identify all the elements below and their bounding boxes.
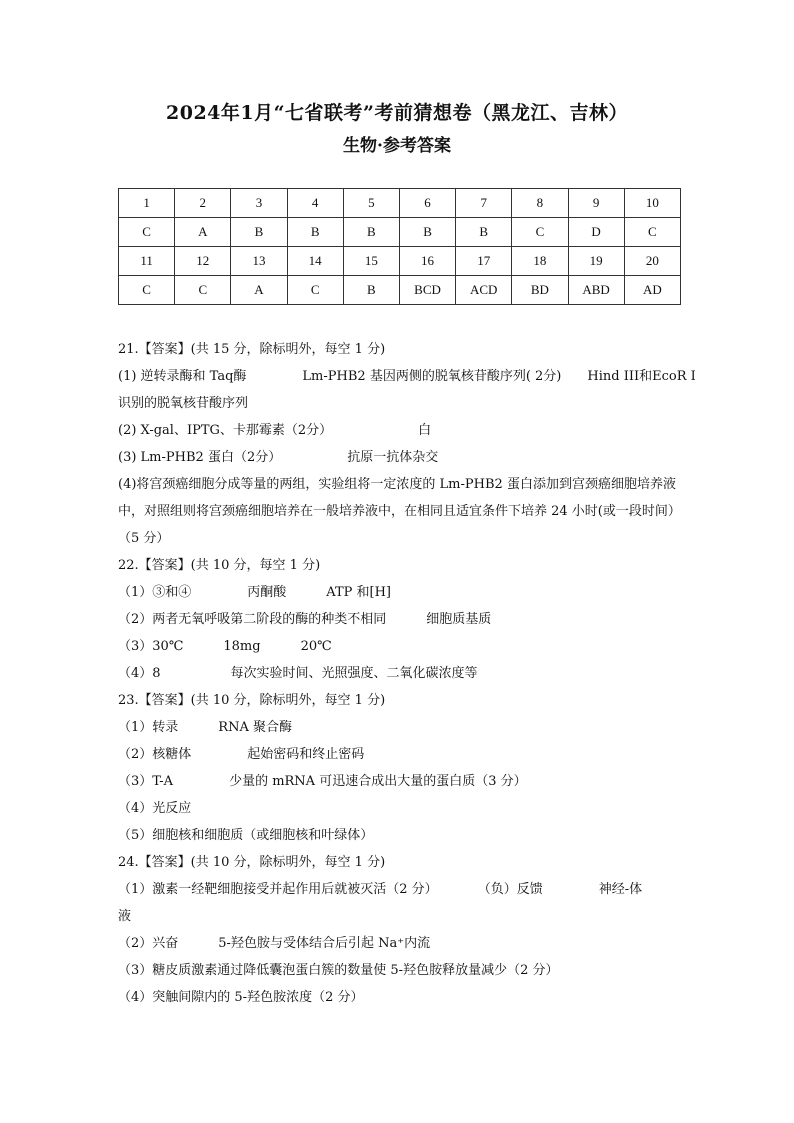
- table-cell: B: [399, 218, 455, 247]
- q24-answer-1-cont: 液: [118, 909, 132, 924]
- answer-text: （2）两者无氧呼吸第二阶段的酶的种类不相同: [118, 612, 387, 627]
- answer-text: (1) 逆转录酶和 Taq酶: [118, 369, 247, 384]
- answer-text: 每次实验时间、光照强度、二氧化碳浓度等: [230, 666, 478, 681]
- q21-heading: 21.【答案】(共 15 分，除标明外，每空 1 分): [118, 342, 386, 357]
- answer-text: （1）③和④: [118, 585, 192, 600]
- answer-text: 5-羟色胺与受体结合后引起 Na⁺内流: [218, 936, 431, 951]
- table-row-answers-1: [119, 218, 681, 247]
- answer-text: （4）8: [118, 666, 161, 681]
- table-cell: C: [119, 276, 175, 305]
- table-cell: AD: [624, 276, 680, 305]
- answer-text: 抗原一抗体杂交: [347, 450, 439, 465]
- table-cell: B: [287, 218, 343, 247]
- table-cell: 17: [456, 247, 512, 276]
- table-cell: BCD: [399, 276, 455, 305]
- table-cell: 18: [512, 247, 568, 276]
- table-cell: C: [175, 276, 231, 305]
- table-cell: C: [287, 276, 343, 305]
- table-cell: 19: [568, 247, 624, 276]
- table-cell: D: [568, 218, 624, 247]
- table-cell: 15: [343, 247, 399, 276]
- q21-answer-4: (4)将宫颈癌细胞分成等量的两组，实验组将一定浓度的 Lm-PHB2 蛋白添加到宫颈癌细胞培养液中，对照组则将宫颈癌细胞培养在一般培养液中，在相同且适宜条件下培养 24 小时(或一段时间）（5 分）: [118, 477, 681, 546]
- table-cell: C: [512, 218, 568, 247]
- answer-text: 白: [418, 423, 432, 438]
- table-cell: 2: [175, 189, 231, 218]
- q21-answer-1-cont: 识别的脱氧核苷酸序列: [118, 396, 249, 411]
- answer-text: （3）T-A: [118, 774, 174, 789]
- answer-text: （3）30℃: [118, 639, 184, 654]
- table-cell: A: [231, 276, 287, 305]
- table-cell: 5: [343, 189, 399, 218]
- answer-text: ATP 和[H]: [326, 585, 392, 600]
- answer-text: RNA 聚合酶: [218, 720, 292, 735]
- answer-text: 18mg: [223, 639, 261, 654]
- answer-text: (3) Lm-PHB2 蛋白（2分）: [118, 450, 282, 465]
- q24-answer-4: （4）突触间隙内的 5-羟色胺浓度（2 分）: [118, 990, 364, 1005]
- table-cell: 3: [231, 189, 287, 218]
- q22-answer-1: [118, 579, 688, 606]
- table-cell: 11: [119, 247, 175, 276]
- table-cell: B: [343, 218, 399, 247]
- table-cell: C: [119, 218, 175, 247]
- q21-answer-3: [118, 444, 688, 471]
- table-cell: 8: [512, 189, 568, 218]
- table-cell: B: [231, 218, 287, 247]
- q21-answer-2: [118, 417, 688, 444]
- answer-text: Lm-PHB2 基因两侧的脱氧核苷酸序列( 2分): [302, 369, 562, 384]
- answer-text: 20℃: [300, 639, 332, 654]
- table-row-answers-2: [119, 276, 681, 305]
- answer-table: [118, 188, 681, 305]
- answer-text: 少量的 mRNA 可迅速合成出大量的蛋白质（3 分）: [229, 774, 527, 789]
- table-cell: ABD: [568, 276, 624, 305]
- q24-answer-2: [118, 930, 688, 957]
- table-cell: BD: [512, 276, 568, 305]
- answer-text: （2）兴奋: [118, 936, 179, 951]
- table-cell: 16: [399, 247, 455, 276]
- table-row-numbers-2: [119, 247, 681, 276]
- table-cell: 4: [287, 189, 343, 218]
- q23-answer-2: [118, 741, 688, 768]
- q23-heading: 23.【答案】(共 10 分，除标明外，每空 1 分): [118, 693, 386, 708]
- table-cell: ACD: [456, 276, 512, 305]
- q21-answer-1: [118, 363, 696, 390]
- q24-answer-1: [118, 876, 688, 903]
- answer-text: （1）激素一经靶细胞接受并起作用后就被灭活（2 分）: [118, 882, 438, 897]
- q22-heading: 22.【答案】(共 10 分，每空 1 分): [118, 558, 321, 573]
- table-cell: 10: [624, 189, 680, 218]
- q24-heading: 24.【答案】(共 10 分，除标明外，每空 1 分): [118, 855, 386, 870]
- q22-answer-2: [118, 606, 688, 633]
- q23-answer-3: [118, 768, 688, 795]
- q23-answer-5: （5）细胞核和细胞质（或细胞核和叶绿体）: [118, 828, 374, 843]
- table-cell: A: [175, 218, 231, 247]
- q22-answer-3: [118, 633, 688, 660]
- answers-body: [118, 336, 696, 1011]
- answer-text: 起始密码和终止密码: [247, 747, 365, 762]
- table-cell: 9: [568, 189, 624, 218]
- document-title: 2024年1月“七省联考”考前猜想卷（黑龙江、吉林）: [166, 102, 628, 124]
- q22-answer-4: [118, 660, 688, 687]
- answer-text: （2）核糖体: [118, 747, 192, 762]
- answer-text: 神经-体: [598, 882, 643, 897]
- table-cell: 12: [175, 247, 231, 276]
- table-cell: B: [456, 218, 512, 247]
- table-cell: 6: [399, 189, 455, 218]
- q24-answer-3: （3）糖皮质激素通过降低囊泡蛋白簇的数量使 5-羟色胺释放量减少（2 分）: [118, 963, 559, 978]
- answer-text: (2) X-gal、IPTG、卡那霉素（2分）: [118, 423, 333, 438]
- q23-answer-1: [118, 714, 688, 741]
- document-subtitle: 生物·参考答案: [343, 136, 451, 156]
- table-cell: 20: [624, 247, 680, 276]
- answer-text: 细胞质基质: [426, 612, 492, 627]
- table-cell: 13: [231, 247, 287, 276]
- table-cell: C: [624, 218, 680, 247]
- q23-answer-4: （4）光反应: [118, 801, 192, 816]
- answer-text: （负）反馈: [477, 882, 543, 897]
- table-cell: 1: [119, 189, 175, 218]
- answer-text: （1）转录: [118, 720, 179, 735]
- table-row-numbers-1: [119, 189, 681, 218]
- answer-text: 丙酮酸: [247, 585, 287, 600]
- table-cell: 7: [456, 189, 512, 218]
- answer-text: Hind III和EcoR I: [587, 369, 696, 384]
- table-cell: 14: [287, 247, 343, 276]
- table-cell: B: [343, 276, 399, 305]
